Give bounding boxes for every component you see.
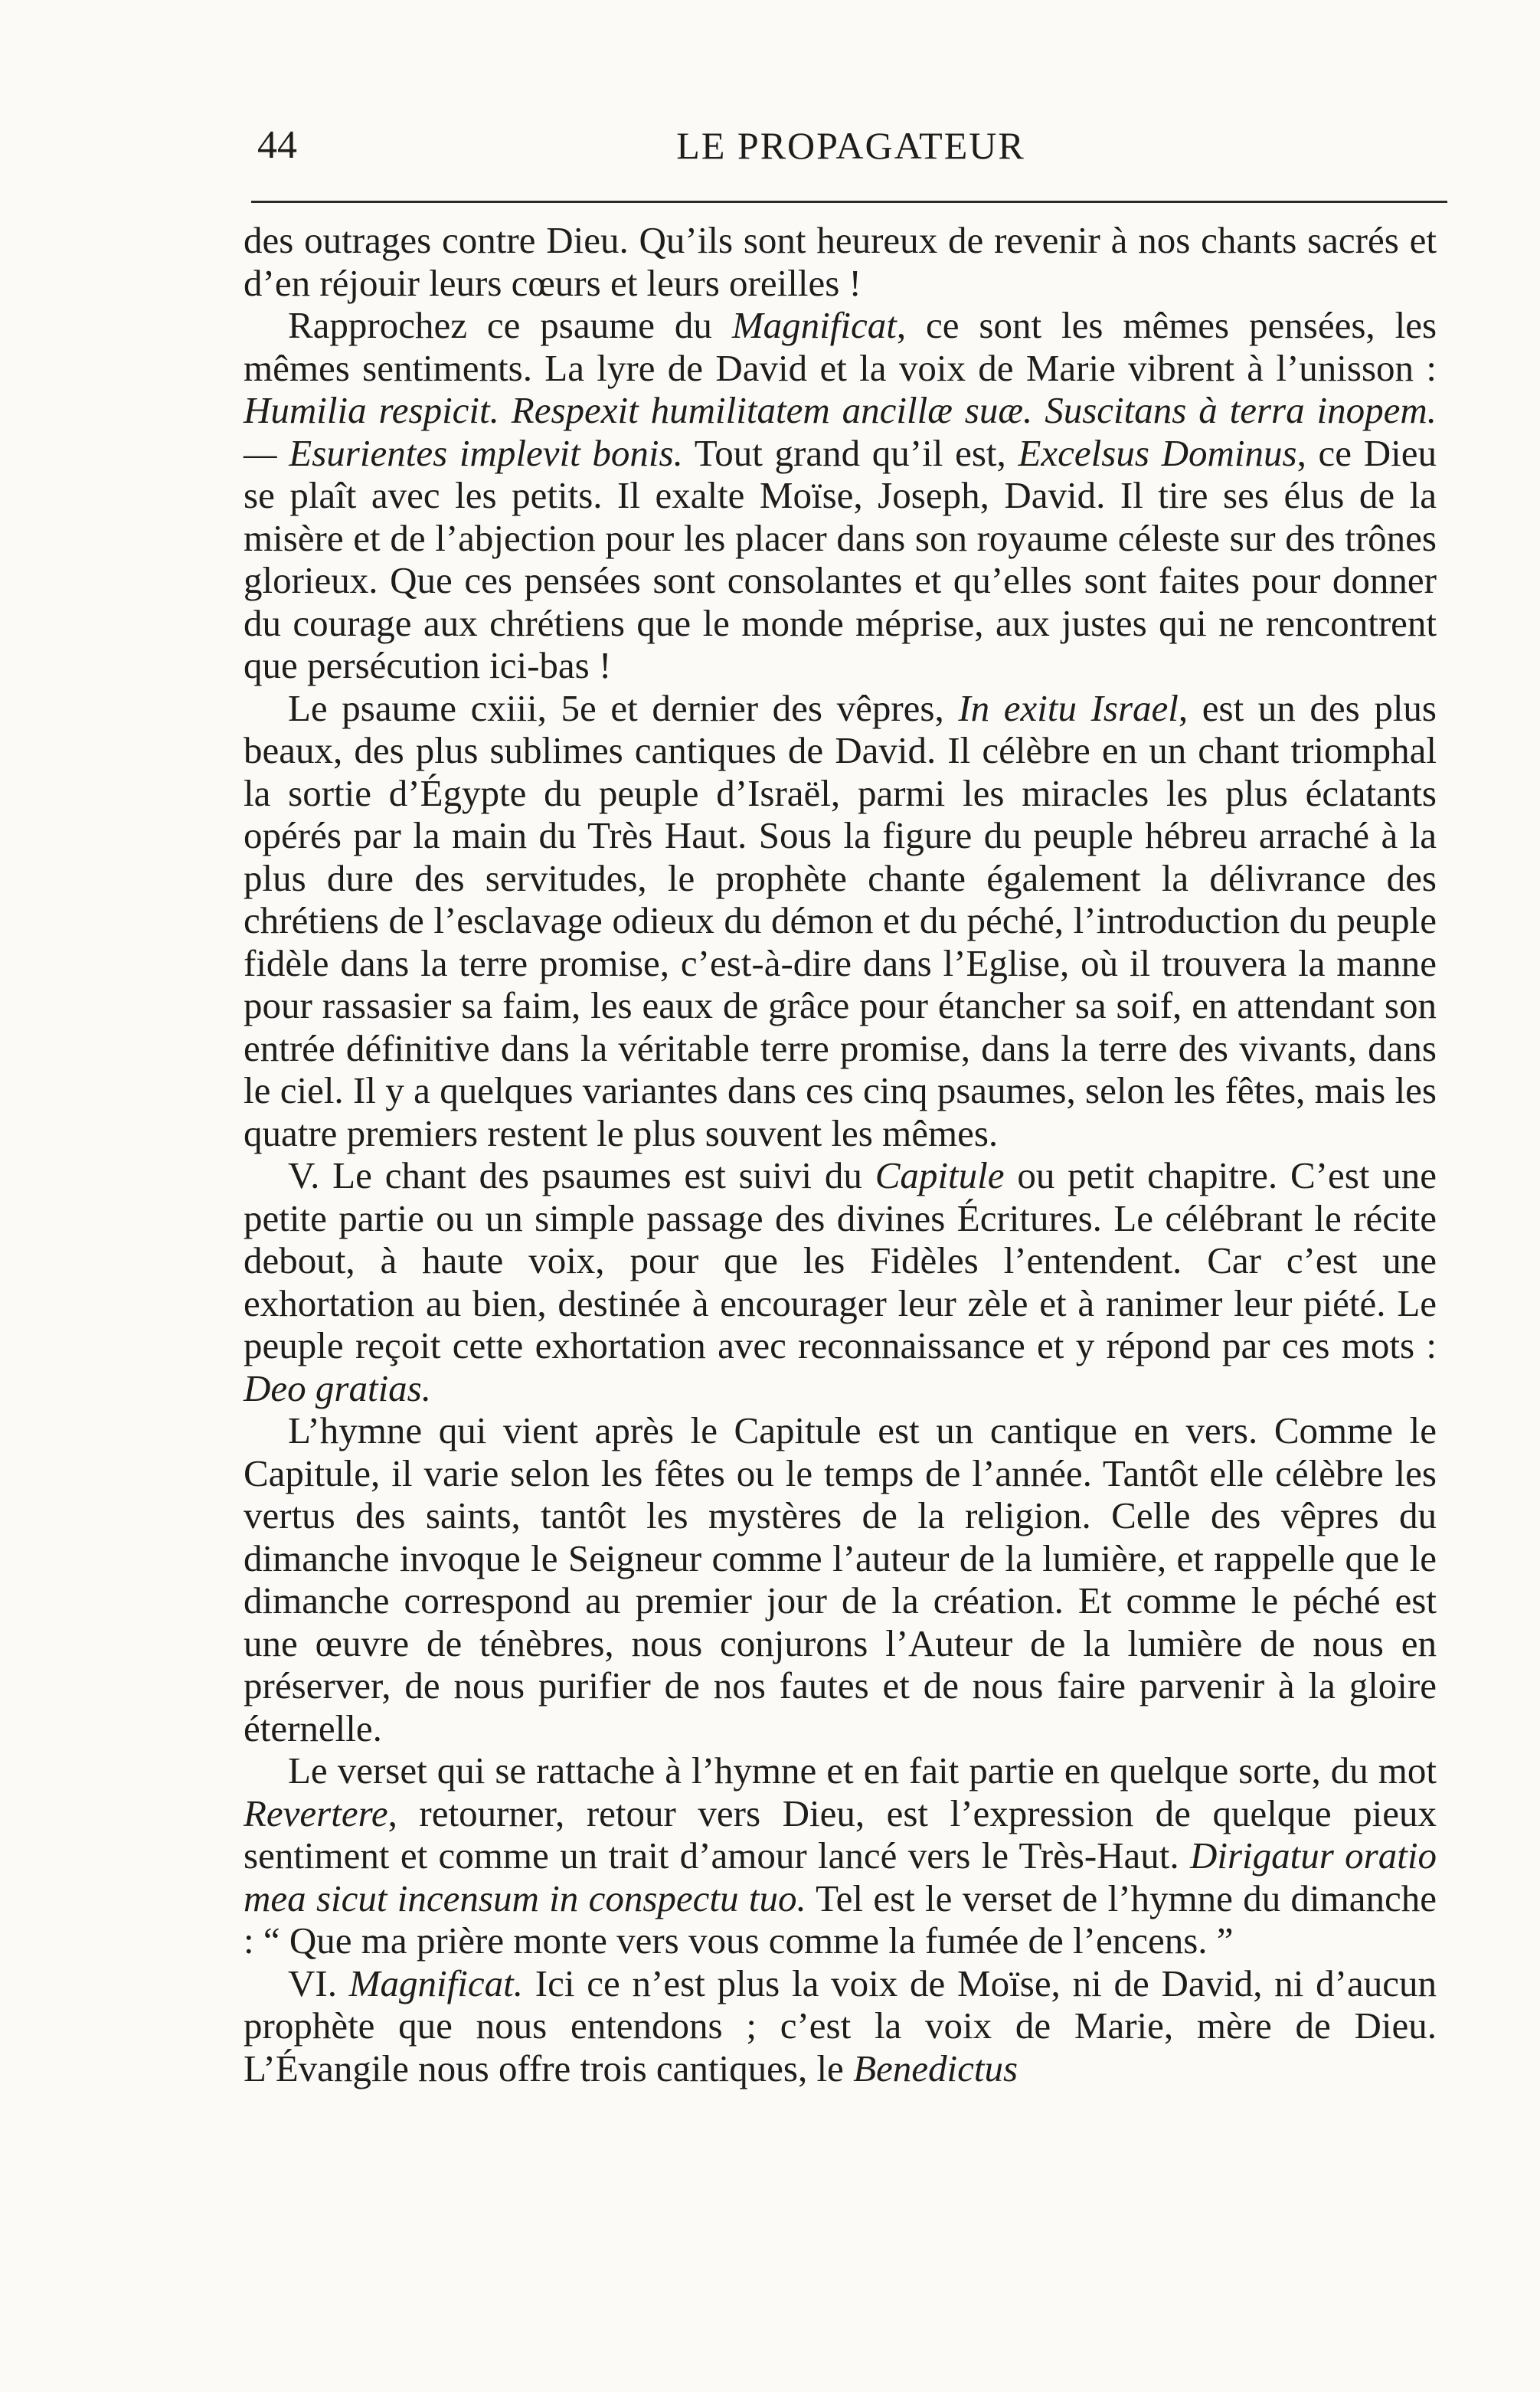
paragraph-3 [244,687,1437,1155]
header-rule [251,201,1447,203]
latin-quote: Humilia respicit. Respexit humilitatem ancillæ suæ. Suscitans à terra inopem. — Esurientes implevit bonis. [244,389,1437,474]
latin-quote: Deo gratias. [244,1366,431,1409]
text-run: Le psaume cxiii, 5e et dernier des vêpres, [288,686,959,729]
text-run: , est un des plus beaux, des plus sublimes cantiques de David. Il célèbre en un chant triomphal la sortie d’Égypte du peuple d’Israël, parmi les miracles les plus éclatants opérés par la main du Très Haut. Sous la figure du peuple hébreu arraché à la plus dure des servitudes, le prophète chante également la délivrance des chrétiens de l’esclavage odieux du démon et du péché, l’introduction du peuple fidèle dans la terre promise, c’est-à-dire dans l’Eglise, où il trouvera la manne pour rassasier sa faim, les eaux de grâce pour étancher sa soif, en attendant son entrée définitive dans la véritable terre promise, dans la terre des vivants, dans le ciel. Il y a quelques variantes dans ces cinq psaumes, selon les fêtes, mais les quatre premiers restent le plus souvent les mêmes. [244,686,1437,1154]
latin-quote: Magnificat [731,304,897,346]
paragraph-2 [244,304,1437,687]
page-header [257,113,1444,178]
text-run: , retourner, retour vers Dieu, est l’expression de quelque pieux sentiment et comme un trait d’amour lancé vers le Très-Haut. [244,1792,1437,1877]
text-run: Rapprochez ce psaume du [288,304,732,346]
text-run: Tout grand qu’il est, [682,431,1018,474]
text-run: ou petit chapitre. C’est une petite partie ou un simple passage des divines Écritures. Le célébrant le récite debout, à haute voix, pour que les Fidèles l’entendent. Car c’est une exhortation au bien, destinée à encourager leur zèle et à ranimer leur piété. Le peuple reçoit cette exhortation avec reconnaissance et y répond par ces mots : [244,1154,1437,1366]
text-run: , ce sont les mêmes pensées, les mêmes sentiments. La lyre de David et la voix de Marie vibrent à l’unisson : [244,304,1437,389]
paragraph-4 [244,1154,1437,1409]
paragraph-1: des outrages contre Dieu. Qu’ils sont heureux de revenir à nos chants sacrés et d’en réjouir leurs cœurs et leurs oreilles ! [244,219,1437,304]
page-number: 44 [257,123,297,167]
latin-quote: Dirigatur oratio mea sicut incensum in conspectu tuo. [244,1834,1437,1919]
paragraph-7 [244,1962,1437,2090]
latin-quote: In exitu Israel [958,686,1179,729]
running-title: LE PROPAGATEUR [676,124,1025,167]
paragraph-5: L’hymne qui vient après le Capitule est un cantique en vers. Comme le Capitule, il varie selon les fêtes ou le temps de l’année. Tantôt elle célèbre les vertus des saints, tantôt les mystères de la religion. Celle des vêpres du dimanche invoque le Seigneur comme l’auteur de la lumière, et rappelle que le dimanche correspond au premier jour de la création. Et comme le péché est une œuvre de ténèbres, nous conjurons l’Auteur de la lumière de nous en préserver, de nous purifier de nos fautes et de nous faire parvenir à la gloire éternelle. [244,1409,1437,1749]
text-run: Le verset qui se rattache à l’hymne et en fait partie en quelque sorte, du mot [288,1749,1437,1792]
text-run: Ici ce n’est plus la voix de Moïse, ni de David, ni d’aucun prophète que nous entendons ; c’est la voix de Marie, mère de Dieu. L’Évangile nous offre trois cantiques, le [244,1962,1437,2089]
latin-quote: Benedictus [853,2047,1018,2089]
paragraph-6 [244,1749,1437,1962]
text-run: V. Le chant des psaumes est suivi du [288,1154,875,1196]
latin-quote: Excelsus Dominus [1018,431,1297,474]
text-run: VI. [288,1962,349,2004]
text-run: , ce Dieu se plaît avec les petits. Il exalte Moïse, Joseph, David. Il tire ses élus de la misère et de l’abjection pour les placer dans son royaume céleste sur des trônes glorieux. Que ces pensées sont consolantes et qu’elles sont faites pour donner du courage aux chrétiens que le monde méprise, aux justes qui ne rencontrent que persécution ici-bas ! [244,431,1437,686]
latin-quote: Magnificat. [348,1962,524,2004]
text-run: Tel est le verset de l’hymne du dimanche : “ Que ma prière monte vers vous comme la fumée de l’encens. ” [244,1877,1437,1962]
latin-quote: Revertere [244,1792,388,1834]
latin-quote: Capitule [875,1154,1005,1196]
body-text [244,219,1437,2089]
